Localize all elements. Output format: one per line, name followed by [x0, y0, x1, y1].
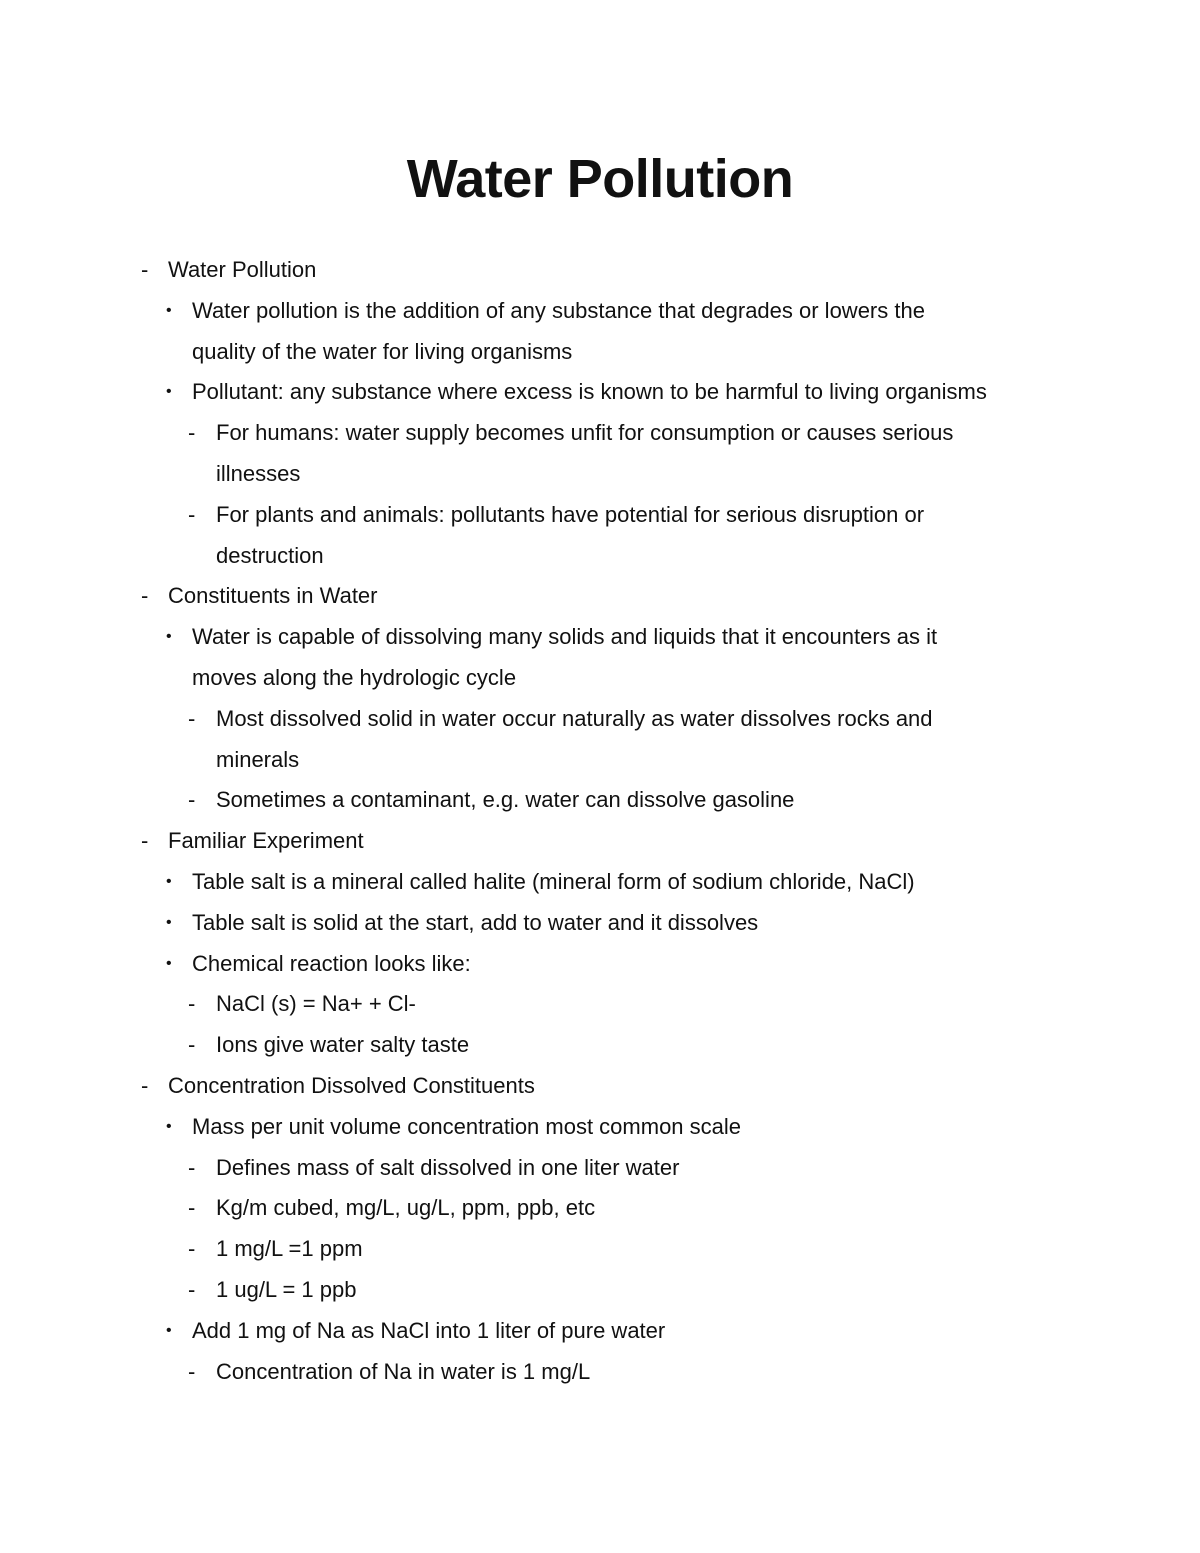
dash-marker: - — [141, 257, 149, 282]
dash-marker: - — [188, 1358, 196, 1384]
bullet-marker: • — [166, 954, 172, 972]
outline-text: Water Pollution — [168, 257, 317, 282]
dash-marker: - — [188, 420, 196, 446]
outline-line-level-1 — [0, 250, 1200, 291]
dash-marker: - — [188, 1154, 196, 1180]
bullet-marker: • — [166, 1117, 172, 1135]
dash-marker: - — [188, 787, 196, 813]
outline-text: Constituents in Water — [168, 583, 378, 609]
outline-line-level-2 — [0, 332, 1200, 373]
dash-marker: - — [188, 1236, 196, 1262]
outline-text: Most dissolved solid in water occur naturally as water dissolves rocks and — [216, 705, 933, 731]
outline-line-level-3 — [0, 454, 1200, 495]
outline-line-level-3 — [0, 984, 1200, 1025]
outline-line-level-3 — [0, 699, 1200, 740]
outline-line-level-1 — [0, 576, 1200, 617]
outline-text: Familiar Experiment — [168, 828, 364, 854]
outline-text: For humans: water supply becomes unfit for consumption or causes serious — [216, 420, 954, 446]
outline-line-level-2 — [0, 944, 1200, 985]
outline-text: Ions give water salty taste — [216, 1032, 470, 1058]
outline-text: Defines mass of salt dissolved in one liter water — [216, 1154, 680, 1180]
outline-line-level-3 — [0, 536, 1200, 577]
outline-text: destruction — [216, 542, 324, 568]
outline-line-level-3 — [0, 1188, 1200, 1229]
dash-marker: - — [188, 1195, 196, 1221]
bullet-marker: • — [166, 1321, 172, 1339]
outline-line-level-2 — [0, 1107, 1200, 1148]
outline-text: Water is capable of dissolving many solids and liquids that it encounters as it — [192, 624, 938, 650]
outline-text: Chemical reaction looks like: — [192, 950, 471, 976]
dash-marker: - — [188, 501, 196, 527]
outline-line-level-2 — [0, 862, 1200, 903]
outline-text: Table salt is solid at the start, add to water and it dissolves — [192, 909, 759, 935]
outline-line-level-1 — [0, 821, 1200, 862]
outline-text: Pollutant: any substance where excess is known to be harmful to living organisms — [192, 379, 987, 405]
outline-line-level-2 — [0, 372, 1200, 413]
outline-line-level-3 — [0, 1229, 1200, 1270]
outline-list — [0, 250, 1200, 1392]
outline-text: Concentration of Na in water is 1 mg/L — [216, 1358, 591, 1384]
dash-marker: - — [188, 1276, 196, 1302]
outline-line-level-3 — [0, 780, 1200, 821]
bullet-marker: • — [166, 383, 172, 401]
outline-line-level-1 — [0, 1066, 1200, 1107]
page-title: Water Pollution — [406, 149, 794, 209]
outline-line-level-3 — [0, 1148, 1200, 1189]
outline-text: Concentration Dissolved Constituents — [168, 1072, 535, 1098]
outline-text: Sometimes a contaminant, e.g. water can dissolve gasoline — [216, 787, 795, 813]
outline-text: Mass per unit volume concentration most common scale — [192, 1113, 742, 1139]
outline-text: NaCl (s) = Na+ + Cl- — [216, 991, 416, 1017]
outline-text: 1 mg/L =1 ppm — [216, 1236, 363, 1262]
outline-text: minerals — [216, 746, 300, 772]
outline-text: Add 1 mg of Na as NaCl into 1 liter of pure water — [192, 1317, 666, 1343]
outline-text: Water pollution is the addition of any substance that degrades or lowers the — [192, 297, 925, 323]
dash-marker: - — [188, 1032, 196, 1058]
outline-line-level-3 — [0, 1352, 1200, 1393]
dash-marker: - — [188, 705, 196, 731]
dash-marker: - — [141, 1072, 149, 1098]
outline-line-level-3 — [0, 413, 1200, 454]
dash-marker: - — [141, 828, 149, 854]
outline-text: illnesses — [216, 460, 301, 486]
bullet-marker: • — [166, 913, 172, 931]
outline-text: Kg/m cubed, mg/L, ug/L, ppm, ppb, etc — [216, 1195, 596, 1221]
outline-text: quality of the water for living organisms — [192, 338, 573, 364]
bullet-marker: • — [166, 872, 172, 890]
outline-line-level-3 — [0, 1025, 1200, 1066]
outline-line-level-2 — [0, 1311, 1200, 1352]
dash-marker: - — [141, 583, 149, 609]
outline-line-level-2 — [0, 617, 1200, 658]
outline-line-level-2 — [0, 903, 1200, 944]
outline-text: moves along the hydrologic cycle — [192, 664, 517, 690]
outline-text: Table salt is a mineral called halite (mineral form of sodium chloride, NaCl) — [192, 868, 915, 894]
outline-line-level-2 — [0, 291, 1200, 332]
bullet-marker: • — [166, 301, 172, 319]
dash-marker: - — [188, 991, 196, 1017]
outline-line-level-3 — [0, 740, 1200, 781]
bullet-marker: • — [166, 628, 172, 646]
outline-line-level-3 — [0, 1270, 1200, 1311]
outline-line-level-3 — [0, 495, 1200, 536]
outline-text: 1 ug/L = 1 ppb — [216, 1276, 357, 1302]
outline-line-level-2 — [0, 658, 1200, 699]
outline-text: For plants and animals: pollutants have potential for serious disruption or — [216, 501, 925, 527]
